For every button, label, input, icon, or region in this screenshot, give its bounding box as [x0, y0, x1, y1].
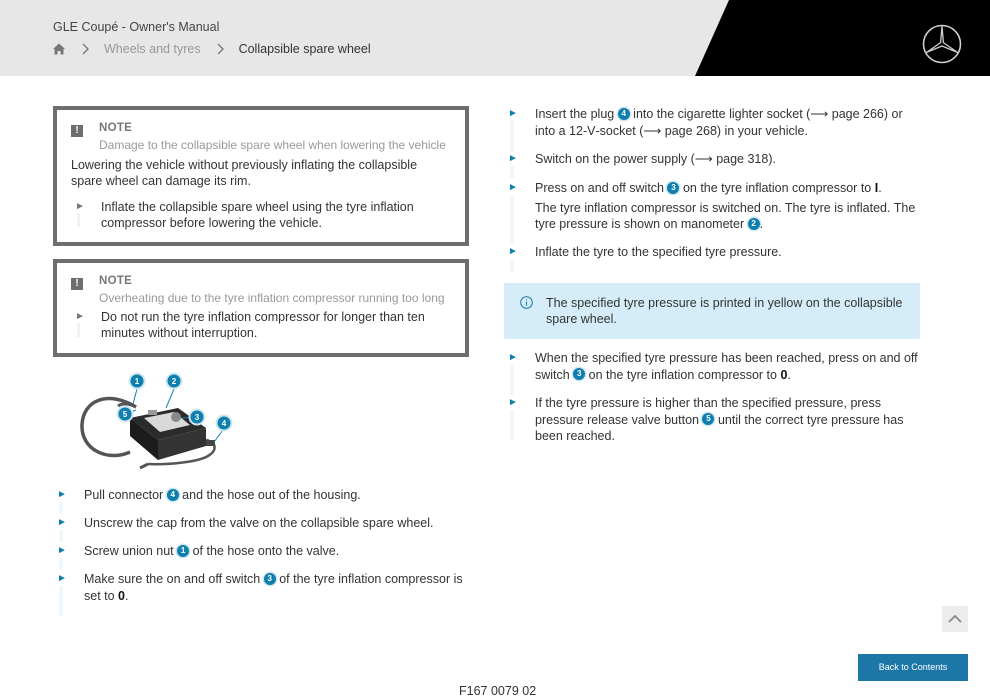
note-step: [71, 309, 449, 341]
callout-3-badge: 3: [573, 368, 585, 380]
warning-icon: !: [71, 125, 83, 137]
chevron-right-icon: [80, 42, 90, 56]
bullet-arrow-icon: ►: [508, 153, 518, 164]
step-power-supply: ► Switch on the power supply (⟶ page 318).: [535, 151, 920, 168]
breadcrumb-item-wheels[interactable]: Wheels and tyres: [104, 42, 201, 56]
svg-text:2: 2: [171, 377, 177, 386]
note-label: NOTE: [99, 275, 133, 287]
bullet-arrow-icon: ►: [75, 311, 85, 322]
info-box: [504, 283, 920, 339]
note-subtitle: Damage to the collapsible spare wheel when lowering the vehicle: [99, 138, 446, 152]
info-icon: [520, 296, 533, 309]
warning-icon: !: [71, 278, 83, 290]
callout-4-badge: 4: [167, 489, 179, 501]
step-press-switch-on: ► Press on and off switch 3 on the tyre inflation compressor to I. The tyre inflation compressor is switched on. The tyre is inflated. The tyre pressure is shown on manometer 2 .: [535, 180, 920, 233]
note-step: [71, 199, 449, 231]
callout-2: [167, 374, 182, 389]
step-release-pressure: ► If the tyre pressure is higher than the specified pressure, press pressure release valve button 5 until the correct tyre pressure has been reached.: [508, 396, 904, 443]
bullet-arrow-icon: ►: [508, 108, 518, 119]
bullet-arrow-icon: ►: [57, 517, 67, 528]
note-step-text: Inflate the collapsible spare wheel using the tyre inflation compressor before lowering the vehicle.: [101, 200, 414, 230]
breadcrumb-item-current: Collapsible spare wheel: [238, 42, 371, 56]
callout-3-badge: 3: [667, 182, 679, 194]
callout-3: [190, 410, 205, 425]
bullet-arrow-icon: ►: [508, 182, 518, 193]
tyre-inflation-compressor-figure: [78, 370, 243, 475]
callout-5: [118, 407, 133, 422]
callout-5-badge: 5: [702, 413, 714, 425]
callout-3-badge: 3: [264, 573, 276, 585]
callout-1-badge: 1: [177, 545, 189, 557]
note-subtitle: Overheating due to the tyre inflation compressor running too long: [99, 291, 445, 305]
step-insert-plug: ► Insert the plug 4 into the cigarette lighter socket (⟶ page 266) or into a 12‑V‑socket (⟶ page 268) in your vehicle.: [535, 106, 920, 139]
bullet-arrow-icon: ►: [57, 573, 67, 584]
note-step-text: Do not run the tyre inflation compressor for longer than ten minutes without interruption.: [101, 310, 425, 340]
back-to-contents-button[interactable]: Back to Contents: [858, 654, 968, 681]
step-switch-off: ► When the specified tyre pressure has been reached, press on and off switch 3 on the tyre inflation compressor to 0.: [535, 350, 920, 383]
step-inflate-tyre: ► Inflate the tyre to the specified tyre pressure.: [535, 244, 920, 261]
note-text: Lowering the vehicle without previously inflating the collapsible spare wheel can damage its rim.: [71, 158, 418, 188]
svg-text:1: 1: [134, 377, 140, 386]
breadcrumb: [52, 42, 371, 56]
note-box-overheating: [53, 259, 469, 357]
doc-title: GLE Coupé - Owner's Manual: [53, 20, 220, 34]
note-box-rim-damage: [53, 106, 469, 246]
svg-text:5: 5: [122, 410, 128, 419]
step-screw-union-nut: ► Screw union nut 1 of the hose onto the valve.: [84, 543, 464, 560]
page-header: [0, 0, 990, 76]
figure-id: F167 0079 02: [459, 684, 537, 698]
bullet-arrow-icon: ►: [508, 352, 518, 363]
note-label: NOTE: [99, 122, 133, 134]
svg-text:4: 4: [221, 419, 227, 428]
mercedes-star-logo: [921, 23, 963, 65]
callout-4: [217, 416, 232, 431]
chevron-right-icon: [215, 42, 225, 56]
bullet-arrow-icon: ►: [508, 397, 518, 408]
callout-2-badge: 2: [748, 218, 760, 230]
bullet-arrow-icon: ►: [57, 545, 67, 556]
bullet-arrow-icon: ►: [508, 246, 518, 257]
chevron-up-icon: [942, 606, 968, 632]
bullet-arrow-icon: ►: [75, 201, 85, 212]
step-pull-connector: ► Pull connector 4 and the hose out of the housing.: [84, 487, 464, 504]
home-icon[interactable]: [52, 42, 66, 56]
callout-1: [130, 374, 145, 389]
svg-text:3: 3: [194, 413, 200, 422]
bullet-arrow-icon: ►: [57, 489, 67, 500]
callout-4-badge: 4: [618, 108, 630, 120]
info-text: The specified tyre pressure is printed in yellow on the collapsible spare wheel.: [546, 296, 903, 326]
scroll-to-top-button[interactable]: [942, 606, 968, 632]
step-unscrew-cap: ► Unscrew the cap from the valve on the collapsible spare wheel.: [84, 515, 464, 532]
step-switch-to-zero: ► Make sure the on and off switch 3 of the tyre inflation compressor is set to 0.: [84, 571, 464, 604]
